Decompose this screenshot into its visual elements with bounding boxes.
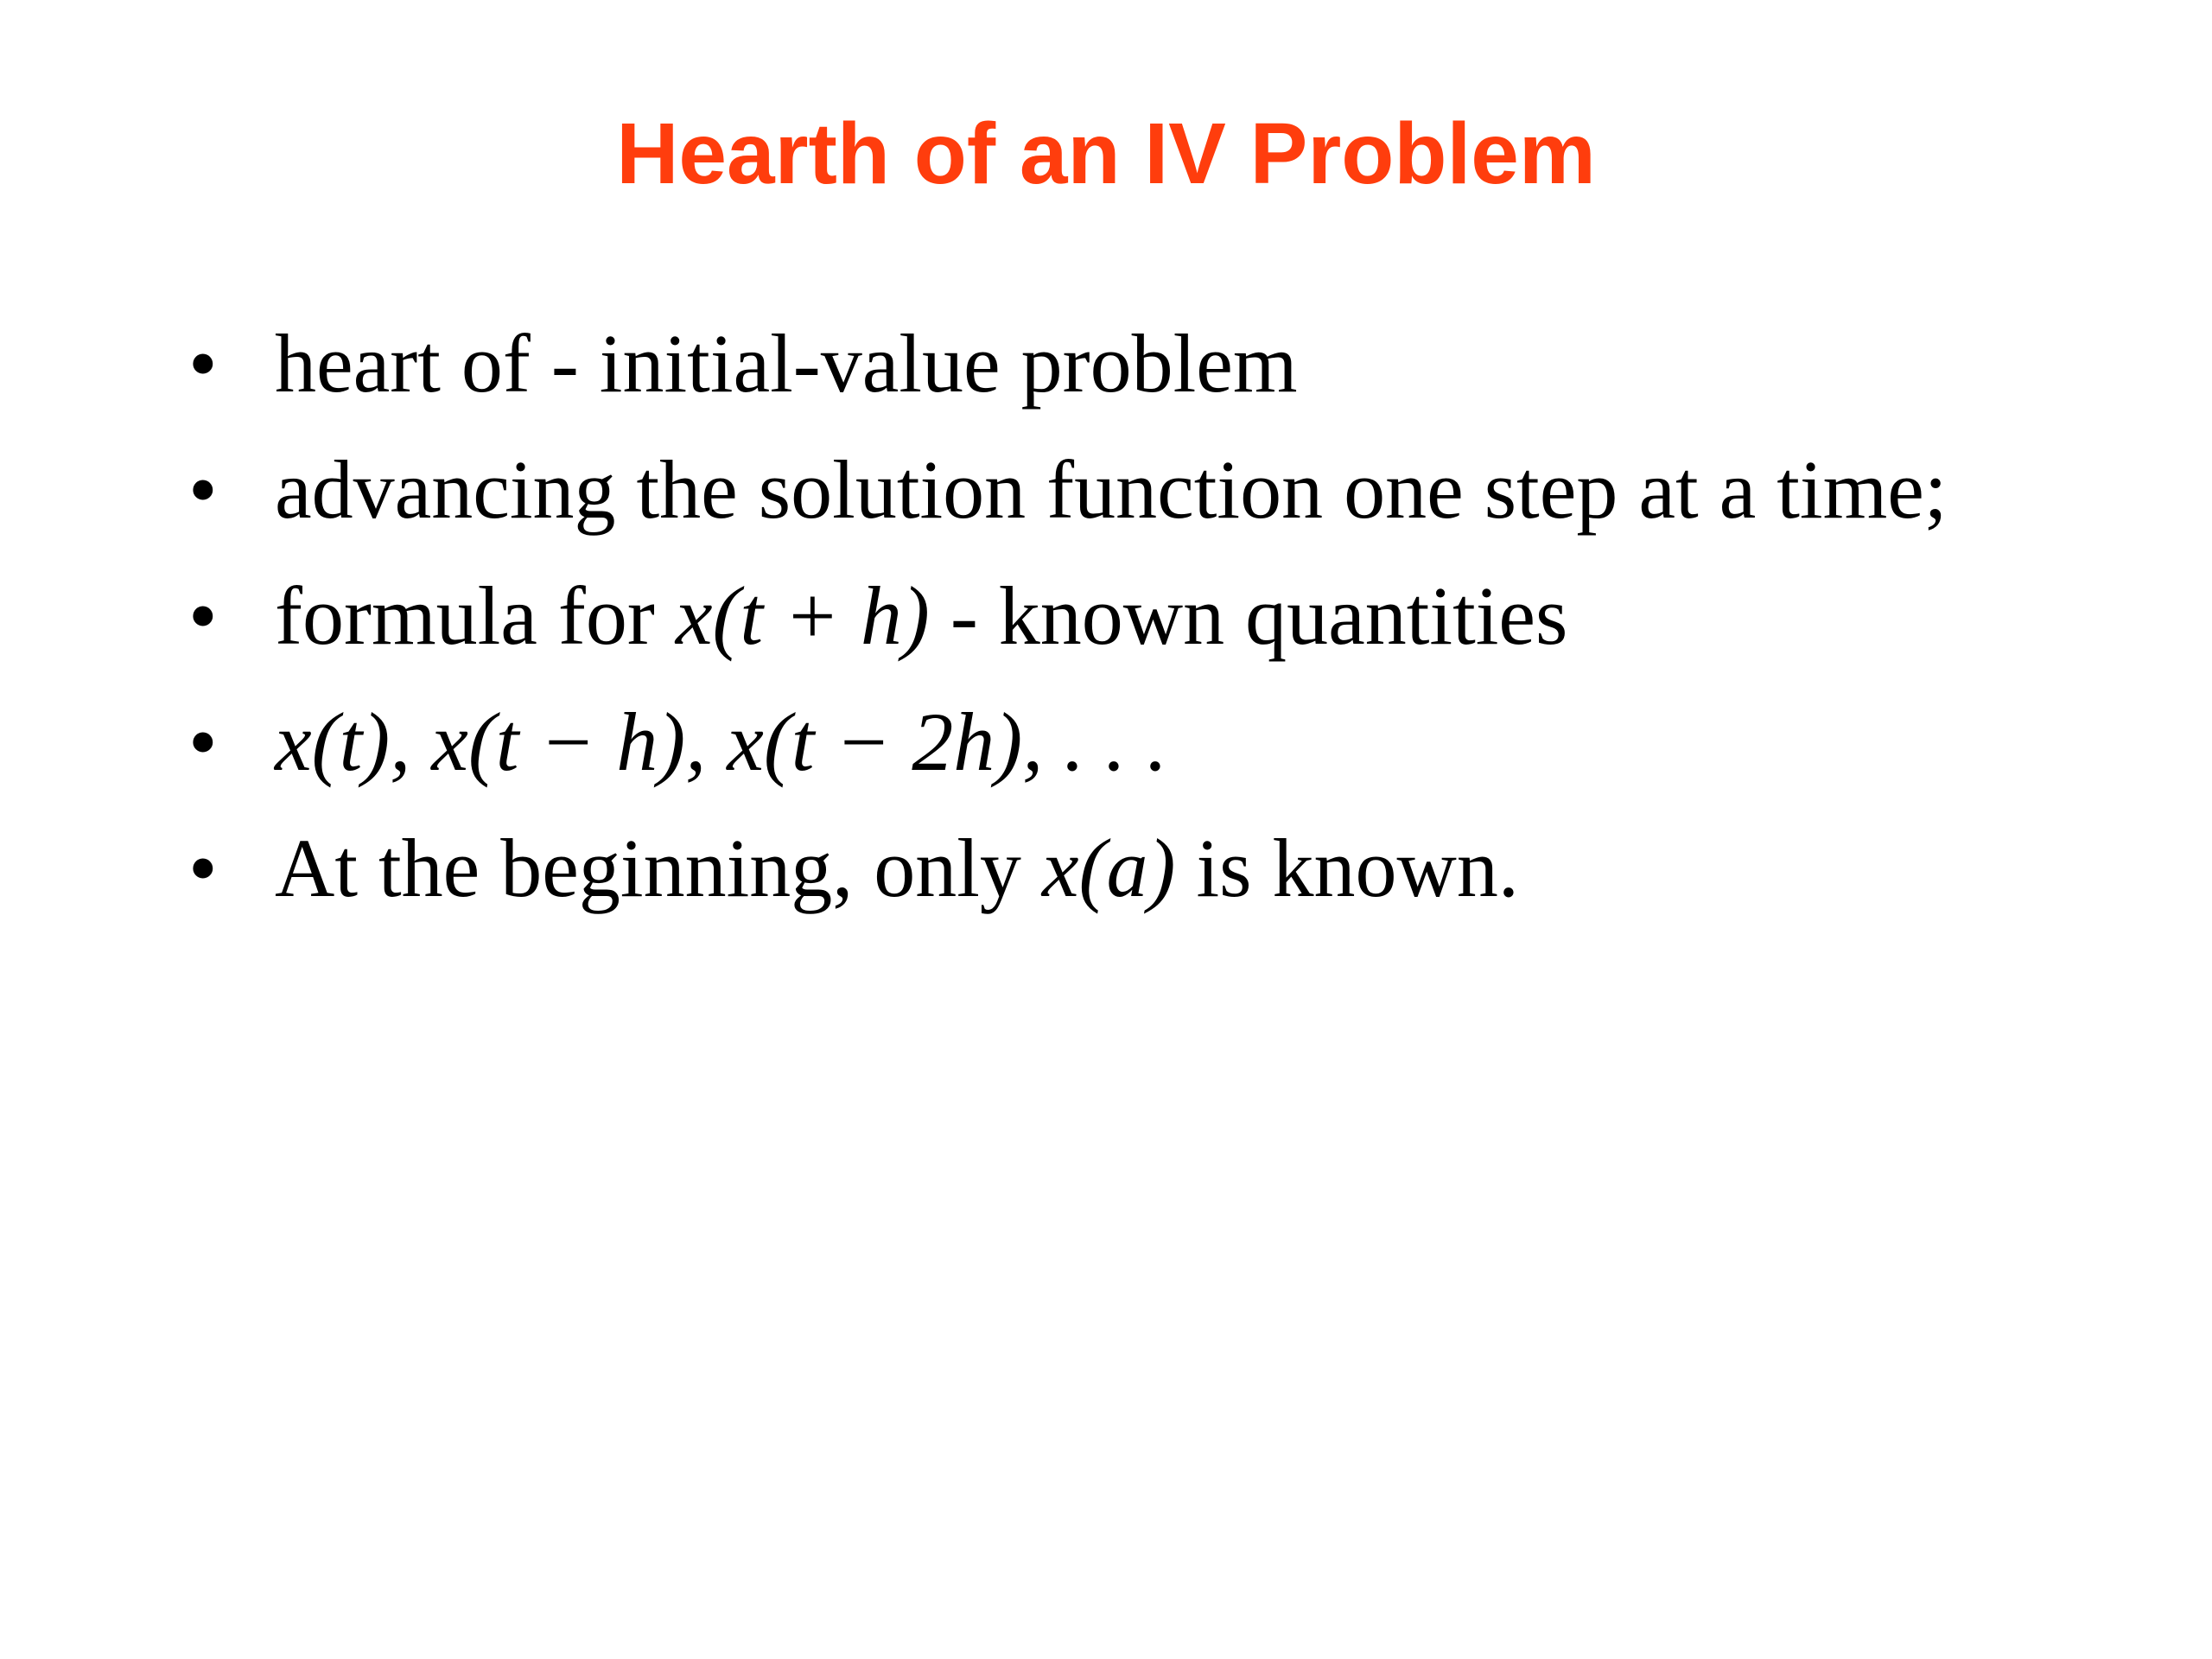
bullet-text-3: [275, 559, 1567, 673]
bullet-item-4: [0, 685, 2212, 811]
bullet-3-text-start: formula for: [275, 569, 676, 662]
bullet-text-2: [275, 433, 1948, 547]
bullet-text-4: [275, 685, 1167, 799]
bullet-item-2: [0, 433, 2212, 559]
bullet-5-text-end: is known.: [1175, 822, 1519, 914]
bullet-text-1: [275, 307, 1298, 421]
bullet-list: [0, 307, 2212, 938]
bullet-dot-icon: •: [188, 443, 218, 536]
slide-title: Hearth of an IV Problem: [616, 105, 1596, 202]
bullet-5-math: x(a): [1041, 822, 1176, 914]
bullet-4-math: x(t), x(t − h), x(t − 2h), . . .: [275, 696, 1168, 788]
bullet-5-text-start: At the beginning, only: [275, 822, 1042, 914]
bullet-dot-icon: •: [188, 696, 218, 788]
bullet-dot-icon: •: [188, 822, 218, 914]
bullet-1-text: heart of - initial-value problem: [275, 317, 1298, 410]
bullet-item-3: [0, 559, 2212, 685]
bullet-2-text: advancing the solution function one step at a time;: [275, 443, 1948, 536]
bullet-dot-icon: •: [188, 317, 218, 410]
bullet-dot-icon: •: [188, 569, 218, 662]
bullet-3-math: x(t + h): [675, 569, 930, 662]
bullet-item-1: [0, 307, 2212, 433]
bullet-3-text-end: - known quantities: [929, 569, 1568, 662]
bullet-item-5: [0, 811, 2212, 938]
bullet-text-5: [275, 811, 1519, 925]
